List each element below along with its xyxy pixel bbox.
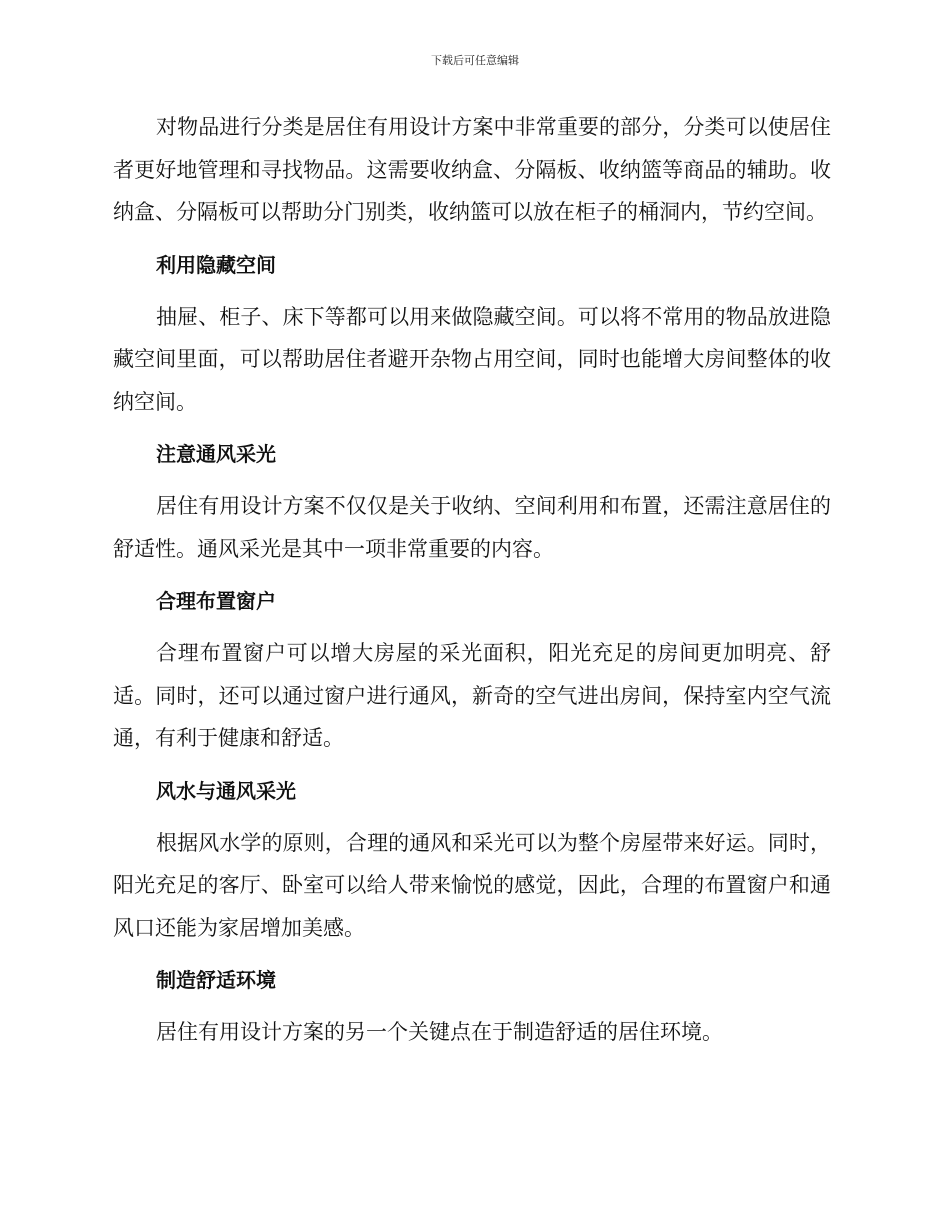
paragraph-window-layout: 合理布置窗户可以增大房屋的采光面积，阳光充足的房间更加明亮、舒适。同时，还可以通过窗户进行通风，新奇的空气进出房间，保持室内空气流通，有利于健康和舒适。 [113,641,831,750]
heading-ventilation-lighting: 注意通风采光 [156,442,276,466]
document-body [113,106,831,1054]
heading-comfortable-environment: 制造舒适环境 [156,968,276,992]
heading-hidden-space: 利用隐藏空间 [156,252,276,277]
paragraph-hidden-space: 抽屉、柜子、床下等都可以用来做隐藏空间。可以将不常用的物品放进隐藏空间里面，可以帮助居住者避开杂物占用空间，同时也能增大房间整体的收纳空间。 [113,304,831,414]
paragraph-fengshui: 根据风水学的原则，合理的通风和采光可以为整个房屋带来好运。同时，阳光充足的客厅、卧室可以给人带来愉悦的感觉，因此，合理的布置窗户和通风口还能为家居增加美感。 [113,830,831,940]
paragraph-ventilation-lighting: 居住有用设计方案不仅仅是关于收纳、空间利用和布置，还需注意居住的舒适性。通风采光是其中一项非常重要的内容。 [113,494,831,561]
heading-window-layout: 合理布置窗户 [156,589,276,613]
paragraph-comfortable-environment: 居住有用设计方案的另一个关键点在于制造舒适的居住环境。 [156,1020,723,1044]
page-header: 下载后可任意编辑 [431,54,519,67]
heading-fengshui: 风水与通风采光 [156,778,296,803]
paragraph-categorize-items: 对物品进行分类是居住有用设计方案中非常重要的部分，分类可以使居住者更好地管理和寻找物品。这需要收纳盒、分隔板、收纳篮等商品的辅助。收纳盒、分隔板可以帮助分门别类，收纳篮可以放在柜子的桶洞内，节约空间。 [113,115,831,224]
